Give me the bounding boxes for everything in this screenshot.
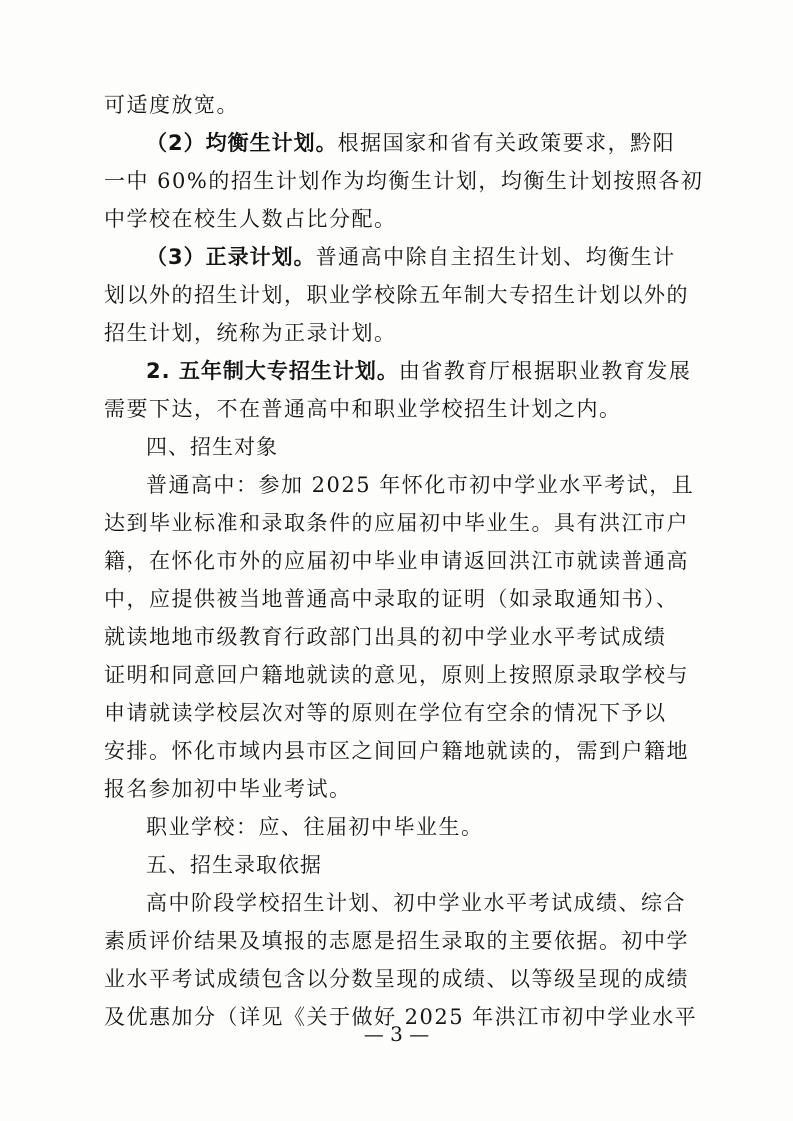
line-text: 职业学校：应、往届初中毕业生。 [146,815,484,839]
text-line [104,276,689,314]
text-line [104,466,695,504]
line-text: 达到毕业标准和录取条件的应届初中毕业生。具有洪江市户 [104,511,689,535]
line-text: 需要下达，不在普通高中和职业学校招生计划之内。 [104,397,622,421]
line-text: 可适度放宽。 [104,93,239,117]
text-line [104,504,689,542]
text-line [104,618,674,656]
page-number: — 3 — [363,1022,430,1046]
text-line [104,960,689,998]
text-line [104,580,679,618]
text-line [104,656,689,694]
line-text: 报名参加初中毕业考试。 [104,777,352,801]
line-text: 招生计划，统称为正录计划。 [104,321,397,345]
text-line [104,884,686,922]
line-text: 籍，在怀化市外的应届初中毕业申请返回洪江市就读普通高 [104,549,689,573]
heading-text: 四、招生对象 [146,435,278,459]
line-text: 高中阶段学校招生计划、初中学业水平考试成绩、综合 [146,891,686,915]
line-text: 素质评价结果及填报的志愿是招生录取的主要依据。初中学 [104,929,689,953]
text-line [104,770,674,808]
text-line [104,86,674,124]
line-text: 由省教育厅根据职业教育发展 [398,359,692,383]
line-text: 中学校在校生人数占比分配。 [104,207,397,231]
bold-lead-text: （2）均衡生计划。 [146,131,338,155]
text-line [104,124,674,162]
line-text: 根据国家和省有关政策要求，黔阳 [337,131,676,155]
line-text: 业水平考试成绩包含以分数呈现的成绩、以等级呈现的成绩 [104,967,689,991]
line-text: 中，应提供被当地普通高中录取的证明（如录取通知书）、 [104,587,679,611]
text-line [104,314,674,352]
text-line [104,694,674,732]
section-heading [104,428,674,466]
line-text: 及优惠加分（详见《关于做好 2025 年洪江市初中学业水平 [104,1005,698,1029]
body-text [104,86,704,1036]
line-text: 申请就读学校层次对等的原则在学位有空余的情况下予以 [104,701,667,725]
text-line [104,238,674,276]
text-line [104,922,689,960]
bold-lead-text: 2. 五年制大专招生计划。 [146,359,399,383]
text-line [104,542,689,580]
text-line [104,732,689,770]
line-text: 划以外的招生计划，职业学校除五年制大专招生计划以外的 [104,283,689,307]
line-text: 证明和同意回户籍地就读的意见，原则上按照原录取学校与 [104,663,689,687]
text-line [104,200,674,238]
text-line [104,352,692,390]
line-text: 普通高中：参加 2025 年怀化市初中学业水平考试，且 [146,473,695,497]
line-text: 一中 60%的招生计划作为均衡生计划，均衡生计划按照各初 [104,169,704,193]
text-line [104,390,674,428]
bold-lead-text: （3）正录计划。 [146,245,316,269]
line-text: 就读地地市级教育行政部门出具的初中学业水平考试成绩 [104,625,667,649]
line-text: 普通高中除自主招生计划、均衡生计 [315,245,676,269]
text-line [104,808,674,846]
section-heading [104,846,674,884]
line-text: 安排。怀化市域内县市区之间回户籍地就读的，需到户籍地 [104,739,689,763]
heading-text: 五、招生录取依据 [146,853,322,877]
text-line [104,162,704,200]
